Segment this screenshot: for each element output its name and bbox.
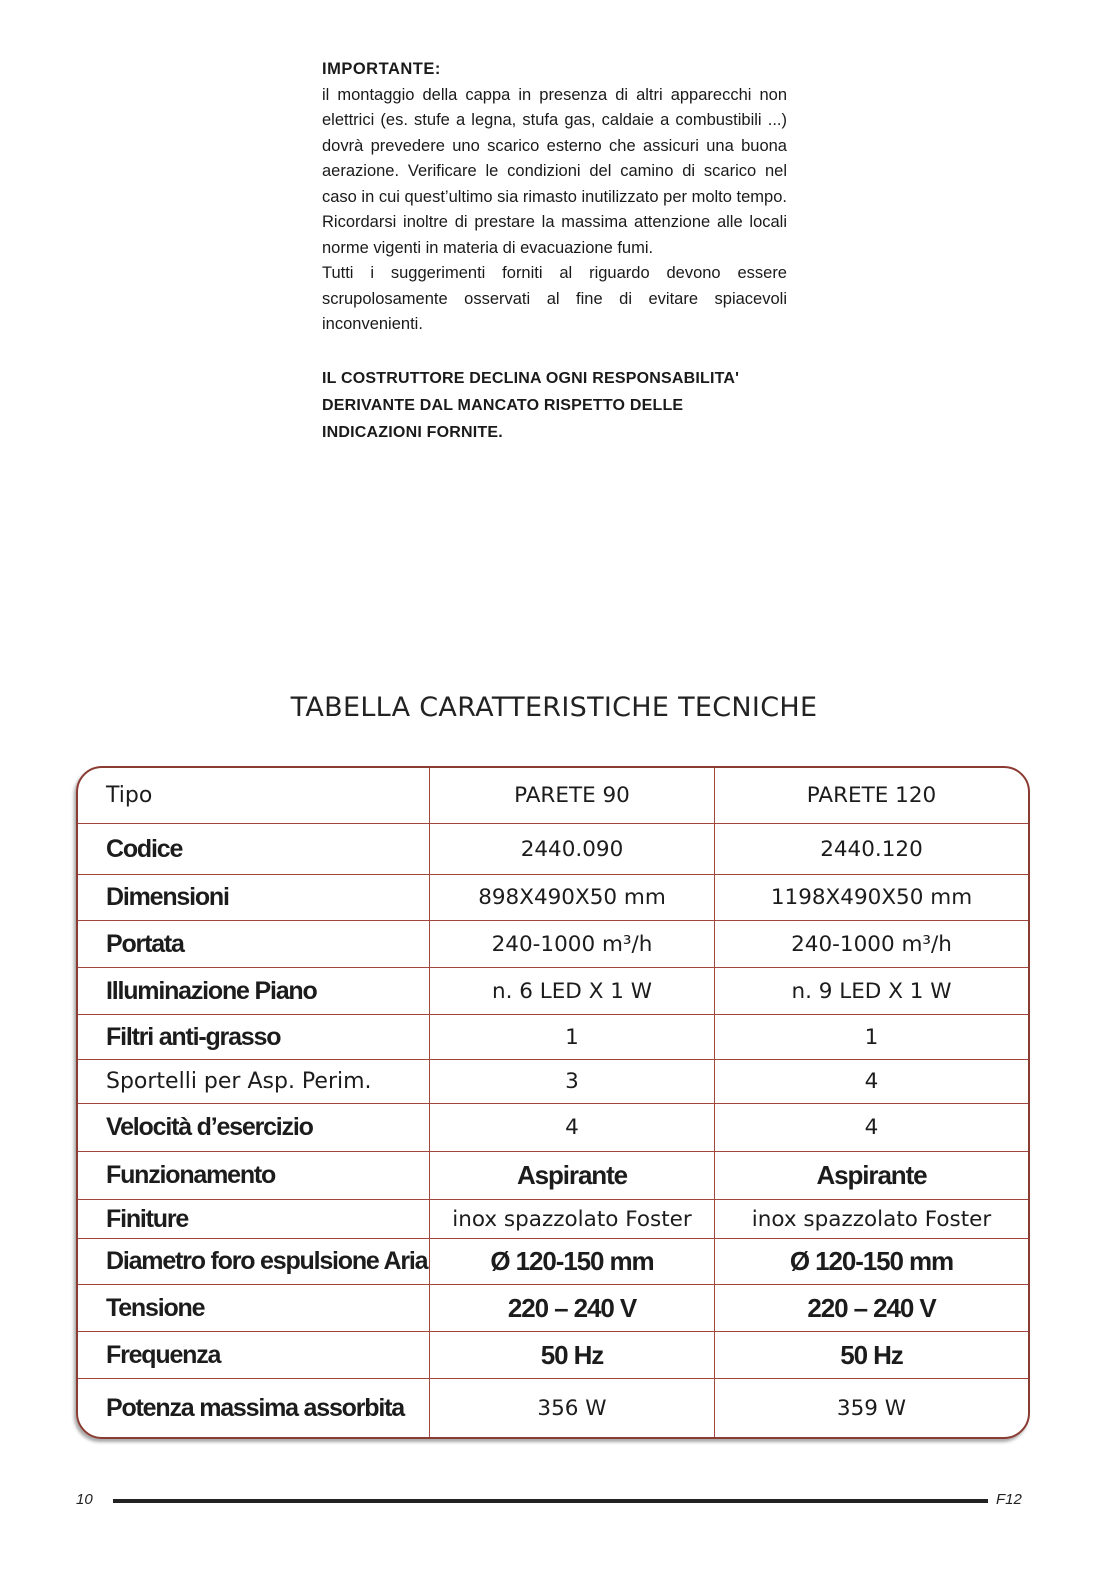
- table-row: [78, 1199, 1028, 1238]
- value-parete-90: 898X490X50 mm: [430, 875, 715, 920]
- table-row: [78, 1238, 1028, 1284]
- notice-section: [322, 57, 787, 446]
- notice-heading: IMPORTANTE:: [322, 60, 441, 78]
- value-parete-90: 356 W: [430, 1379, 715, 1437]
- notice-paragraph-1: il montaggio della cappa in presenza di altri apparecchi non elettrici (es. stufe a legna, stufa gas, caldaie a combustibili ...) dovrà prevedere uno scarico esterno che assicuri una buona aerazione. Verificare le condizioni del camino di scarico nel caso in cui quest’ultimo sia rimasto inutilizzato per molto tempo.: [322, 85, 787, 206]
- table-row: [78, 823, 1028, 874]
- value-parete-120: Ø 120-150 mm: [789, 1246, 954, 1276]
- row-label: Illuminazione Piano: [78, 968, 430, 1014]
- table-row: [78, 1378, 1028, 1437]
- row-label: Sportelli per Asp. Perim.: [78, 1060, 430, 1103]
- table-row: [78, 1331, 1028, 1378]
- notice-paragraph-3: Tutti i suggerimenti forniti al riguardo devono essere scrupolosamente osservati al fine di evitare spiacevoli inconvenienti.: [322, 264, 787, 333]
- table-row: [78, 1059, 1028, 1103]
- table-row: [78, 967, 1028, 1014]
- row-label: Dimensioni: [78, 875, 430, 920]
- value-parete-120: 1198X490X50 mm: [770, 885, 973, 910]
- value-parete-90: 240-1000 m³/h: [430, 921, 715, 967]
- value-parete-90: Ø 120-150 mm: [430, 1239, 715, 1284]
- value-parete-120: n. 9 LED X 1 W: [791, 978, 952, 1004]
- value-parete-120: 50 Hz: [840, 1339, 903, 1370]
- model-code: F12: [996, 1491, 1022, 1508]
- table-row: [78, 874, 1028, 920]
- value-parete-90: inox spazzolato Foster: [430, 1200, 715, 1238]
- value-parete-120: 359 W: [836, 1395, 907, 1421]
- value-parete-90: 1: [430, 1015, 715, 1059]
- value-parete-120: 4: [864, 1069, 879, 1094]
- value-parete-120: PARETE 120: [806, 783, 937, 808]
- value-parete-120: 1: [864, 1024, 879, 1050]
- notice-paragraph-2: Ricordarsi inoltre di prestare la massima attenzione alle locali norme vigenti in materia di evacuazione fumi.: [322, 213, 787, 257]
- table-row: [78, 920, 1028, 967]
- value-parete-90: PARETE 90: [430, 768, 715, 823]
- table-title: TABELLA CARATTERISTICHE TECNICHE: [290, 692, 818, 723]
- row-label: Portata: [78, 921, 430, 967]
- value-parete-90: 3: [430, 1060, 715, 1103]
- value-parete-90: 4: [430, 1104, 715, 1151]
- value-parete-90: 50 Hz: [430, 1332, 715, 1378]
- row-label: Tipo: [78, 768, 430, 823]
- row-label: Codice: [78, 824, 430, 874]
- value-parete-120: inox spazzolato Foster: [751, 1206, 992, 1232]
- row-label: Velocità d’esercizio: [78, 1104, 430, 1151]
- value-parete-120: 240-1000 m³/h: [791, 931, 952, 957]
- table-row: [78, 1014, 1028, 1059]
- manufacturer-disclaimer: IL COSTRUTTORE DECLINA OGNI RESPONSABILITA' DERIVANTE DAL MANCATO RISPETTO DELLE INDICAZIONI FORNITE.: [322, 369, 740, 441]
- value-parete-90: 2440.090: [430, 824, 715, 874]
- value-parete-120: Aspirante: [816, 1160, 927, 1190]
- value-parete-90: 220 – 240 V: [430, 1285, 715, 1331]
- value-parete-120: 4: [864, 1115, 879, 1140]
- row-label: Filtri anti-grasso: [78, 1015, 430, 1059]
- row-label: Frequenza: [78, 1332, 430, 1378]
- value-parete-90: n. 6 LED X 1 W: [430, 968, 715, 1014]
- footer-divider: [113, 1499, 988, 1503]
- value-parete-120: 2440.120: [820, 836, 923, 862]
- table-row: [78, 1103, 1028, 1151]
- value-parete-120: 220 – 240 V: [807, 1292, 936, 1323]
- row-label: Finiture: [78, 1200, 430, 1238]
- row-label: Potenza massima assorbita: [78, 1379, 430, 1437]
- page-number: 10: [76, 1491, 93, 1508]
- value-parete-90: Aspirante: [430, 1152, 715, 1199]
- spec-table: [76, 766, 1030, 1439]
- row-label: Funzionamento: [78, 1152, 430, 1199]
- table-row: [78, 1151, 1028, 1199]
- table-row: [78, 1284, 1028, 1331]
- table-row: [78, 768, 1028, 823]
- row-label: Tensione: [78, 1285, 430, 1331]
- row-label: Diametro foro espulsione Aria: [78, 1239, 430, 1284]
